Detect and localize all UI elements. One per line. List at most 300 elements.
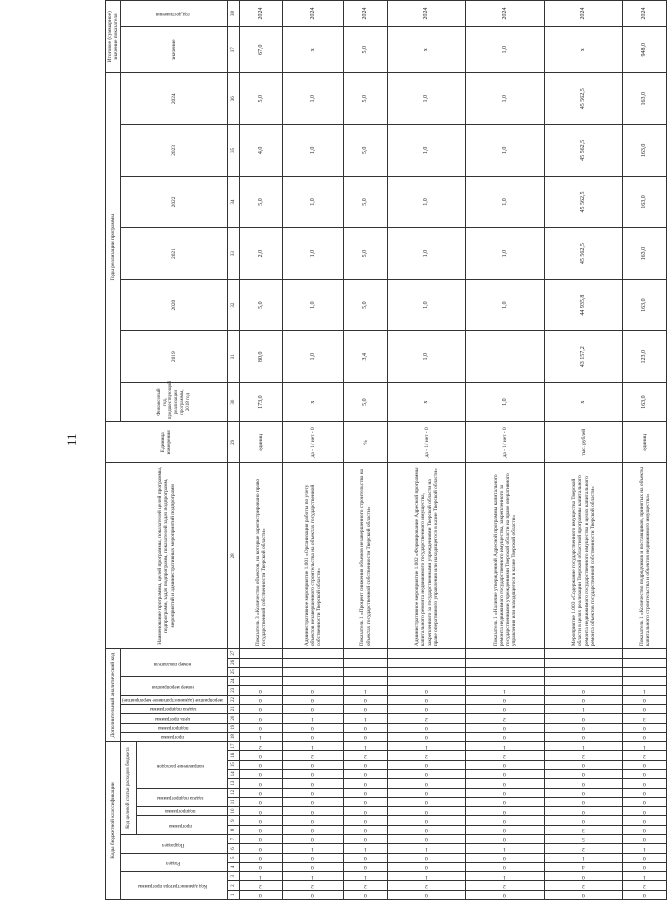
row-value-cell: 1,0 <box>387 125 466 177</box>
code-digit-cell <box>387 677 466 686</box>
row-value-cell: 1,0 <box>466 228 545 280</box>
code-digit-cell <box>239 667 282 676</box>
code-digit-cell: 1 <box>623 686 667 695</box>
code-digit-cell: 0 <box>387 770 466 779</box>
code-digit-cell <box>283 649 344 658</box>
code-digit-cell: 0 <box>239 695 282 704</box>
row-unit-cell: да - 1/ нет - 0 <box>283 422 344 463</box>
code-digit-cell: 0 <box>466 779 545 788</box>
column-index-cell: 8 <box>227 825 239 834</box>
code-digit-cell: 2 <box>623 881 667 890</box>
column-index-cell: 21 <box>227 705 239 714</box>
code-digit-cell: 0 <box>623 825 667 834</box>
column-index-cell: 11 <box>227 797 239 806</box>
column-index-cell: 32 <box>227 279 239 331</box>
final-value-header: значение <box>121 27 228 73</box>
code-digit-cell: 0 <box>387 890 466 899</box>
code-digit-cell: 0 <box>387 760 466 769</box>
row-value-cell: 4,0 <box>239 125 282 177</box>
code-digit-cell <box>623 658 667 667</box>
row-final-year-cell: 2024 <box>544 1 623 27</box>
row-final-value-cell: 948,0 <box>623 27 667 73</box>
row-value-cell: 1,0 <box>466 125 545 177</box>
code-digit-cell: 0 <box>387 825 466 834</box>
code-digit-cell: 0 <box>344 825 387 834</box>
row-value-cell: 163,0 <box>623 125 667 177</box>
code-digit-cell <box>387 667 466 676</box>
code-digit-cell: 0 <box>344 816 387 825</box>
column-index-cell: 25 <box>227 667 239 676</box>
code-digit-cell <box>344 667 387 676</box>
code-digit-cell: 4 <box>544 862 623 871</box>
column-index-cell: 31 <box>227 331 239 383</box>
code-digit-cell: 1 <box>283 714 344 723</box>
years-group-header: Годы реализации программы <box>106 73 121 422</box>
table-row <box>283 1 344 900</box>
code-digit-cell: 0 <box>466 890 545 899</box>
code-digit-cell: 2 <box>466 881 545 890</box>
row-value-cell: 5,0 <box>239 73 282 125</box>
code-digit-cell: 0 <box>544 723 623 732</box>
code-digit-cell <box>344 677 387 686</box>
code-digit-cell: 1 <box>387 844 466 853</box>
code-digit-cell <box>239 658 282 667</box>
code-digit-cell: 1 <box>344 686 387 695</box>
table-row <box>239 1 282 900</box>
code-digit-cell: 0 <box>283 788 344 797</box>
row-value-cell: 5,0 <box>344 383 387 422</box>
code-digit-cell: 0 <box>466 723 545 732</box>
row-final-year-cell: 2024 <box>623 1 667 27</box>
code-digit-cell: 0 <box>623 835 667 844</box>
column-index-cell: 35 <box>227 125 239 177</box>
code-digit-cell <box>239 649 282 658</box>
code-digit-cell: 0 <box>466 788 545 797</box>
code-digit-cell: 0 <box>387 723 466 732</box>
code-digit-cell: 0 <box>466 705 545 714</box>
code-digit-cell: 0 <box>387 788 466 797</box>
row-value-cell: 163,0 <box>623 176 667 228</box>
code-digit-cell: 2 <box>544 751 623 760</box>
code-digit-cell: 0 <box>623 797 667 806</box>
code-digit-cell: 0 <box>387 835 466 844</box>
row-value-cell: 5,0 <box>344 125 387 177</box>
subsection-header: Подраздел <box>121 835 228 854</box>
column-index-cell: 10 <box>227 807 239 816</box>
column-index-cell: 15 <box>227 760 239 769</box>
row-value-cell: 45 562,5 <box>544 228 623 280</box>
code-digit-cell: 0 <box>623 807 667 816</box>
row-value-cell: 163,0 <box>623 279 667 331</box>
row-value-cell: 5,0 <box>344 176 387 228</box>
column-index-cell: 2 <box>227 881 239 890</box>
code-digit-cell: 0 <box>544 788 623 797</box>
code-digit-cell: 2 <box>387 751 466 760</box>
code-digit-cell: 0 <box>544 807 623 816</box>
row-final-value-cell: 5,0 <box>344 27 387 73</box>
code-digit-cell: 0 <box>239 686 282 695</box>
row-value-cell: х <box>544 383 623 422</box>
code-digit-cell <box>344 649 387 658</box>
code-digit-cell: 0 <box>344 695 387 704</box>
row-value-cell: 5,0 <box>239 279 282 331</box>
code-digit-cell: 0 <box>466 797 545 806</box>
code-digit-cell: 0 <box>466 816 545 825</box>
code-digit-cell <box>283 667 344 676</box>
table-row <box>544 1 623 900</box>
code-digit-cell: 0 <box>623 760 667 769</box>
code-digit-cell: 0 <box>344 788 387 797</box>
code-digit-cell: 0 <box>239 862 282 871</box>
row-value-cell <box>466 331 545 383</box>
code-digit-cell: 0 <box>387 862 466 871</box>
row-value-cell: 1,0 <box>387 279 466 331</box>
row-unit-cell: тыс. рублей <box>544 422 623 463</box>
row-value-cell: 163,0 <box>623 383 667 422</box>
column-index-cell: 33 <box>227 228 239 280</box>
column-index-cell: 24 <box>227 677 239 686</box>
code-digit-cell <box>544 667 623 676</box>
analytic-group-header: Дополнительный аналитический код <box>106 649 121 742</box>
code-digit-cell: 0 <box>623 695 667 704</box>
task-code-header: задача подпрограммы <box>136 788 227 807</box>
row-value-cell: 44 935,8 <box>544 279 623 331</box>
row-value-cell: х <box>387 383 466 422</box>
row-value-cell: 43 157,2 <box>544 331 623 383</box>
code-digit-cell: 0 <box>344 732 387 741</box>
column-index-cell: 9 <box>227 816 239 825</box>
code-digit-cell: 2 <box>283 751 344 760</box>
ag-measure-header: мероприятие (административное мероприятие) <box>121 695 228 704</box>
code-digit-cell: 1 <box>344 714 387 723</box>
row-unit-cell: единиц <box>623 422 667 463</box>
code-digit-cell: 1 <box>623 742 667 751</box>
code-digit-cell: 1 <box>283 872 344 881</box>
column-index-cell: 12 <box>227 788 239 797</box>
code-digit-cell: 0 <box>239 816 282 825</box>
code-digit-cell <box>623 649 667 658</box>
row-value-cell: 1,0 <box>466 176 545 228</box>
year-2024-header: 2024 <box>121 73 228 125</box>
code-digit-cell <box>239 677 282 686</box>
column-index-cell: 1 <box>227 890 239 899</box>
code-digit-cell: 1 <box>283 742 344 751</box>
code-digit-cell <box>387 649 466 658</box>
row-unit-cell: да - 1/ нет - 0 <box>387 422 466 463</box>
code-digit-cell: 0 <box>544 714 623 723</box>
code-digit-cell: 1 <box>344 872 387 881</box>
column-index-cell: 30 <box>227 383 239 422</box>
row-value-cell: 5,0 <box>239 176 282 228</box>
code-digit-cell: 0 <box>239 723 282 732</box>
row-final-value-cell: х <box>544 27 623 73</box>
code-digit-cell: 0 <box>283 890 344 899</box>
column-index-cell: 34 <box>227 176 239 228</box>
code-digit-cell <box>283 677 344 686</box>
code-digit-cell: 0 <box>239 890 282 899</box>
column-index-cell: 3 <box>227 872 239 881</box>
row-value-cell: 1,0 <box>283 125 344 177</box>
row-name-cell: Административное мероприятие 1.002 «Формирование Адресной программы капитального ремонта недвижимого государственного имущества, закрепленного за государственными учреждениями Тверской области на праве оперативного управления или находящегося в казне Тверской области» <box>387 463 466 649</box>
code-digit-cell: 0 <box>623 853 667 862</box>
code-digit-cell: 0 <box>283 807 344 816</box>
page-number: 11 <box>64 433 79 446</box>
column-index-cell: 4 <box>227 862 239 871</box>
code-digit-cell: 1 <box>544 742 623 751</box>
code-digit-cell: 1 <box>466 742 545 751</box>
code-digit-cell: 0 <box>239 853 282 862</box>
code-digit-cell: 0 <box>387 816 466 825</box>
row-value-cell: 1,0 <box>283 279 344 331</box>
table-row <box>344 1 387 900</box>
code-digit-cell: 0 <box>239 751 282 760</box>
row-value-cell: 1,0 <box>387 73 466 125</box>
row-value-cell: 163,0 <box>623 228 667 280</box>
code-digit-cell <box>544 649 623 658</box>
code-digit-cell <box>466 677 545 686</box>
admin-code-header: Код администратора программы <box>121 872 228 900</box>
code-digit-cell: 2 <box>544 881 623 890</box>
row-name-cell: Показатель 1 «Количество подрядчиков и поставщиков, принятых на объекты капитального строительства и объектов недвижимого имущества» <box>623 463 667 649</box>
row-final-value-cell: 67,0 <box>239 27 282 73</box>
section-header: Раздел <box>121 853 228 872</box>
code-digit-cell: 0 <box>387 732 466 741</box>
row-value-cell: 5,0 <box>344 279 387 331</box>
code-digit-cell: 2 <box>387 714 466 723</box>
code-digit-cell: 0 <box>344 853 387 862</box>
column-index-cell: 6 <box>227 844 239 853</box>
code-digit-cell: 0 <box>344 760 387 769</box>
ag-goal-header: цель программы <box>121 714 228 723</box>
code-digit-cell: 0 <box>344 723 387 732</box>
code-digit-cell: 0 <box>239 825 282 834</box>
table-row <box>623 1 667 900</box>
column-index-cell: 28 <box>227 463 239 649</box>
base-year-header: Финансовый год, предшествующий реализации программы, 2018 год <box>121 383 228 422</box>
code-digit-cell: 0 <box>239 788 282 797</box>
code-digit-cell: 0 <box>544 760 623 769</box>
column-index-cell: 7 <box>227 835 239 844</box>
code-digit-cell: 0 <box>239 779 282 788</box>
code-digit-cell: 0 <box>344 890 387 899</box>
code-digit-cell: 0 <box>544 732 623 741</box>
row-final-year-cell: 2024 <box>344 1 387 27</box>
column-index-cell: 36 <box>227 73 239 125</box>
year-2022-header: 2022 <box>121 176 228 228</box>
row-unit-cell: единиц <box>239 422 282 463</box>
row-final-value-cell: 1,0 <box>466 27 545 73</box>
target-article-header: Код целевой статьи расходов бюджета <box>121 742 136 835</box>
code-digit-cell <box>387 658 466 667</box>
code-digit-cell: 2 <box>239 881 282 890</box>
row-value-cell: 45 562,5 <box>544 176 623 228</box>
code-digit-cell: 1 <box>283 844 344 853</box>
row-name-cell: Показатель 1 «Процент снижения объемов незавершенного строительства на объектах государственной собственности Тверской области» <box>344 463 387 649</box>
codes-group-header: Коды бюджетной классификации <box>106 742 121 900</box>
code-digit-cell: 1 <box>239 872 282 881</box>
column-index-cell: 19 <box>227 723 239 732</box>
code-digit-cell: 0 <box>466 760 545 769</box>
row-value-cell: 80,0 <box>239 331 282 383</box>
code-digit-cell <box>623 677 667 686</box>
code-digit-cell: 2 <box>544 844 623 853</box>
code-digit-cell <box>544 677 623 686</box>
code-digit-cell: 0 <box>466 695 545 704</box>
code-digit-cell: 0 <box>387 695 466 704</box>
row-value-cell: 1,0 <box>283 176 344 228</box>
table-row <box>466 1 545 900</box>
code-digit-cell: 1 <box>466 844 545 853</box>
code-digit-cell: 0 <box>387 779 466 788</box>
code-digit-cell: 0 <box>283 835 344 844</box>
code-digit-cell: 0 <box>283 770 344 779</box>
code-digit-cell: 0 <box>623 779 667 788</box>
row-final-value-cell: х <box>387 27 466 73</box>
ag-indicator-header: номер показателя <box>121 649 228 677</box>
row-final-year-cell: 2024 <box>387 1 466 27</box>
code-digit-cell: 1 <box>466 872 545 881</box>
code-digit-cell: 0 <box>283 686 344 695</box>
row-value-cell: 1,0 <box>387 228 466 280</box>
ag-subprogram-header: подпрограмма <box>121 723 228 732</box>
code-digit-cell: 0 <box>239 714 282 723</box>
code-digit-cell: 0 <box>466 853 545 862</box>
code-digit-cell: 2 <box>623 751 667 760</box>
column-index-cell: 26 <box>227 658 239 667</box>
code-digit-cell: 0 <box>544 770 623 779</box>
code-digit-cell: 1 <box>239 732 282 741</box>
row-final-value-cell: х <box>283 27 344 73</box>
column-index-cell: 16 <box>227 751 239 760</box>
code-digit-cell: 0 <box>387 797 466 806</box>
program-code-header: программа <box>136 816 227 835</box>
code-digit-cell: 2 <box>387 881 466 890</box>
code-digit-cell: 0 <box>544 890 623 899</box>
column-index-cell: 20 <box>227 714 239 723</box>
ag-program-header: программа <box>121 732 228 741</box>
column-index-cell: 13 <box>227 779 239 788</box>
code-digit-cell: 0 <box>544 816 623 825</box>
code-digit-cell: 0 <box>544 695 623 704</box>
code-digit-cell: 0 <box>283 779 344 788</box>
column-index-cell: 22 <box>227 695 239 704</box>
code-digit-cell <box>623 667 667 676</box>
code-digit-cell: 0 <box>544 797 623 806</box>
row-value-cell: 1,0 <box>387 331 466 383</box>
row-value-cell: 1,0 <box>466 73 545 125</box>
row-name-cell: Показатель 1 «Наличие утвержденной Адресной программы капитального ремонта недвижимого государственного имущества, закрепленного за государственными учреждениями Тверской области на праве оперативного управления или находящегося в казне Тверской области» <box>466 463 545 649</box>
row-value-cell: х <box>283 383 344 422</box>
table-row <box>387 1 466 900</box>
code-digit-cell: 1 <box>466 686 545 695</box>
code-digit-cell: 1 <box>544 853 623 862</box>
row-final-year-cell: 2024 <box>283 1 344 27</box>
code-digit-cell: 0 <box>623 862 667 871</box>
code-digit-cell: 1 <box>623 844 667 853</box>
row-final-year-cell: 2024 <box>239 1 282 27</box>
code-digit-cell: 0 <box>623 770 667 779</box>
row-value-cell: 1,0 <box>466 279 545 331</box>
row-name-cell: Мероприятие 1.003 «Содержание государственного имущества Тверской области в целях реализации Тверской областной программы капитального ремонта недвижимого государственного имущества в целях капитального ремонта объектов государственной собственности Тверской области» <box>544 463 623 649</box>
code-digit-cell: 0 <box>344 835 387 844</box>
code-digit-cell: 0 <box>387 853 466 862</box>
code-digit-cell: 0 <box>283 695 344 704</box>
final-year-header: год достижения <box>121 1 228 27</box>
row-value-cell: 1,0 <box>283 228 344 280</box>
column-index-cell: 38 <box>227 1 239 27</box>
code-digit-cell: 0 <box>239 760 282 769</box>
code-digit-cell: 0 <box>283 825 344 834</box>
row-value-cell: 1,0 <box>283 73 344 125</box>
row-unit-cell: % <box>344 422 387 463</box>
code-digit-cell: 0 <box>466 770 545 779</box>
code-digit-cell: 0 <box>283 760 344 769</box>
expense-direction-header: направление расходов <box>136 742 227 789</box>
code-digit-cell: 0 <box>387 705 466 714</box>
ag-measure-number-header: номер мероприятия <box>121 677 228 696</box>
code-digit-cell: 0 <box>283 723 344 732</box>
code-digit-cell: 0 <box>344 807 387 816</box>
column-index-cell: 23 <box>227 686 239 695</box>
code-digit-cell: 2 <box>344 881 387 890</box>
row-value-cell: 163,0 <box>623 73 667 125</box>
code-digit-cell: 0 <box>239 844 282 853</box>
row-value-cell: 5,0 <box>344 73 387 125</box>
code-digit-cell: 1 <box>387 742 466 751</box>
row-value-cell: 45 562,5 <box>544 73 623 125</box>
code-digit-cell: 0 <box>544 686 623 695</box>
code-digit-cell <box>466 649 545 658</box>
code-digit-cell: 2 <box>344 751 387 760</box>
column-index-cell: 14 <box>227 770 239 779</box>
column-index-cell: 17 <box>227 742 239 751</box>
year-2020-header: 2020 <box>121 279 228 331</box>
row-value-cell: 173,0 <box>239 383 282 422</box>
column-index-cell: 5 <box>227 853 239 862</box>
program-table-wrapper <box>105 0 651 900</box>
code-digit-cell <box>344 658 387 667</box>
code-digit-cell: 0 <box>239 705 282 714</box>
code-digit-cell: 0 <box>344 797 387 806</box>
code-digit-cell: 1 <box>344 844 387 853</box>
code-digit-cell: 3 <box>544 825 623 834</box>
row-value-cell: 1,0 <box>387 176 466 228</box>
final-group-header: Итоговое (суммарное) значение показателя <box>106 1 121 73</box>
ag-task-header: задача подпрограммы <box>121 705 228 714</box>
code-digit-cell: 0 <box>344 770 387 779</box>
code-digit-cell: 2 <box>239 742 282 751</box>
code-digit-cell: 0 <box>344 862 387 871</box>
code-digit-cell: 0 <box>623 890 667 899</box>
code-digit-cell: 0 <box>283 853 344 862</box>
program-indicators-table <box>105 0 667 900</box>
code-digit-cell: 0 <box>283 797 344 806</box>
name-column-header: Наименование программы, целей программы, показателей целей программы, подпрограмм, задач подпрограмм, показателей задач подпрограмм, мероприятий и административных мероприятий подпрограмм <box>106 463 228 649</box>
code-digit-cell: 0 <box>623 732 667 741</box>
code-digit-cell: 0 <box>239 807 282 816</box>
code-digit-cell: 0 <box>344 705 387 714</box>
row-value-cell: 2,0 <box>239 228 282 280</box>
code-digit-cell: 0 <box>239 797 282 806</box>
code-digit-cell: 0 <box>466 862 545 871</box>
row-name-cell: Административное мероприятие 1.001 «Организация работы по учету объектов незавершенного строительства на объектах государственной собственности Тверской области» <box>283 463 344 649</box>
code-digit-cell: 1 <box>544 705 623 714</box>
row-value-cell: 3,4 <box>344 331 387 383</box>
code-digit-cell: 3 <box>623 714 667 723</box>
column-index-cell: 37 <box>227 27 239 73</box>
year-2023-header: 2023 <box>121 125 228 177</box>
code-digit-cell: 2 <box>466 714 545 723</box>
